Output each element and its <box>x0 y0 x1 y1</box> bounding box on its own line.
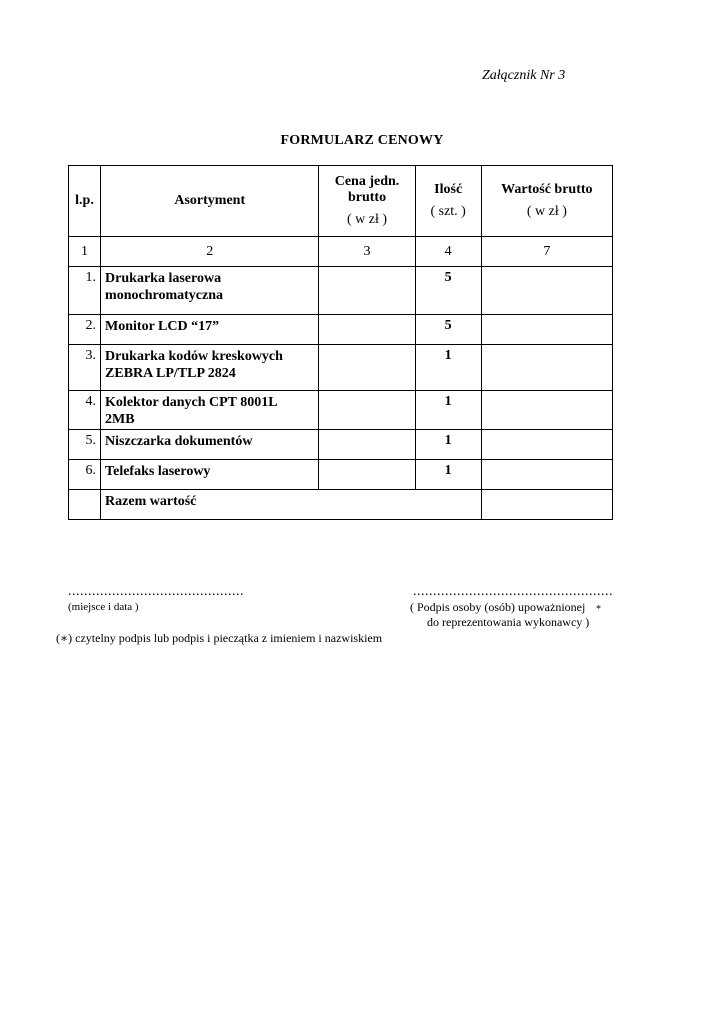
row-total-value-cell[interactable] <box>481 391 612 430</box>
table-row <box>69 391 613 430</box>
row-quantity: 1 <box>415 430 481 460</box>
row-item-name: Monitor LCD “17” <box>101 315 319 345</box>
row-quantity: 1 <box>415 391 481 430</box>
table-row <box>69 345 613 391</box>
row-item-name: Kolektor danych CPT 8001L 2MB <box>101 391 319 430</box>
signature-caption-line1: ( Podpis osoby (osób) upoważnionej <box>410 600 586 614</box>
column-number-row <box>69 237 613 267</box>
row-unit-price-cell[interactable] <box>319 315 415 345</box>
row-unit-price-cell[interactable] <box>319 267 415 315</box>
row-lp: 1. <box>69 267 101 315</box>
price-form-table <box>68 165 613 520</box>
table-header-row <box>69 166 613 237</box>
row-total-value-cell[interactable] <box>481 460 612 490</box>
header-lp: l.p. <box>69 166 101 237</box>
row-lp: 2. <box>69 315 101 345</box>
row-unit-price-cell[interactable] <box>319 460 415 490</box>
signature-caption-line2: do reprezentowania wykonawcy ) <box>427 615 590 629</box>
table-row <box>69 460 613 490</box>
total-value-cell[interactable] <box>481 490 612 520</box>
place-date-line: ............................................ <box>68 584 244 599</box>
row-quantity: 1 <box>415 345 481 391</box>
header-unit-price: Cena jedn. brutto ( w zł ) <box>319 166 415 237</box>
column-number: 3 <box>319 237 415 267</box>
column-number: 4 <box>415 237 481 267</box>
row-unit-price-cell[interactable] <box>319 345 415 391</box>
row-total-value-cell[interactable] <box>481 430 612 460</box>
row-item-name: Telefaks laserowy <box>101 460 319 490</box>
row-lp: 3. <box>69 345 101 391</box>
row-quantity: 5 <box>415 267 481 315</box>
total-label: Razem wartość <box>101 490 482 520</box>
row-item-name: Drukarka laserowa monochromatyczna <box>101 267 319 315</box>
row-lp: 4. <box>69 391 101 430</box>
signature-line: .................................................. <box>413 584 613 599</box>
row-quantity: 5 <box>415 315 481 345</box>
row-item-name: Drukarka kodów kreskowych ZEBRA LP/TLP 2824 <box>101 345 319 391</box>
row-unit-price-cell[interactable] <box>319 430 415 460</box>
column-number: 7 <box>481 237 612 267</box>
column-number: 1 <box>69 237 101 267</box>
row-unit-price-cell[interactable] <box>319 391 415 430</box>
row-total-value-cell[interactable] <box>481 345 612 391</box>
row-total-value-cell[interactable] <box>481 267 612 315</box>
table-total-row <box>69 490 613 520</box>
signature-footnote: (∗) czytelny podpis lub podpis i pieczątka z imieniem i nazwiskiem <box>56 631 383 645</box>
annex-label: Załącznik Nr 3 <box>482 68 566 83</box>
table-row <box>69 267 613 315</box>
header-quantity: Ilość ( szt. ) <box>415 166 481 237</box>
row-quantity: 1 <box>415 460 481 490</box>
total-row-empty-cell <box>69 490 101 520</box>
row-total-value-cell[interactable] <box>481 315 612 345</box>
row-item-name: Niszczarka dokumentów <box>101 430 319 460</box>
place-date-caption: (miejsce i data ) <box>68 601 139 613</box>
row-lp: 6. <box>69 460 101 490</box>
column-number: 2 <box>101 237 319 267</box>
table-row <box>69 430 613 460</box>
table-row <box>69 315 613 345</box>
header-assortment: Asortyment <box>101 166 319 237</box>
header-total-value: Wartość brutto ( w zł ) <box>481 166 612 237</box>
form-title: FORMULARZ CENOWY <box>280 133 444 148</box>
row-lp: 5. <box>69 430 101 460</box>
signature-asterisk: * <box>596 604 601 615</box>
